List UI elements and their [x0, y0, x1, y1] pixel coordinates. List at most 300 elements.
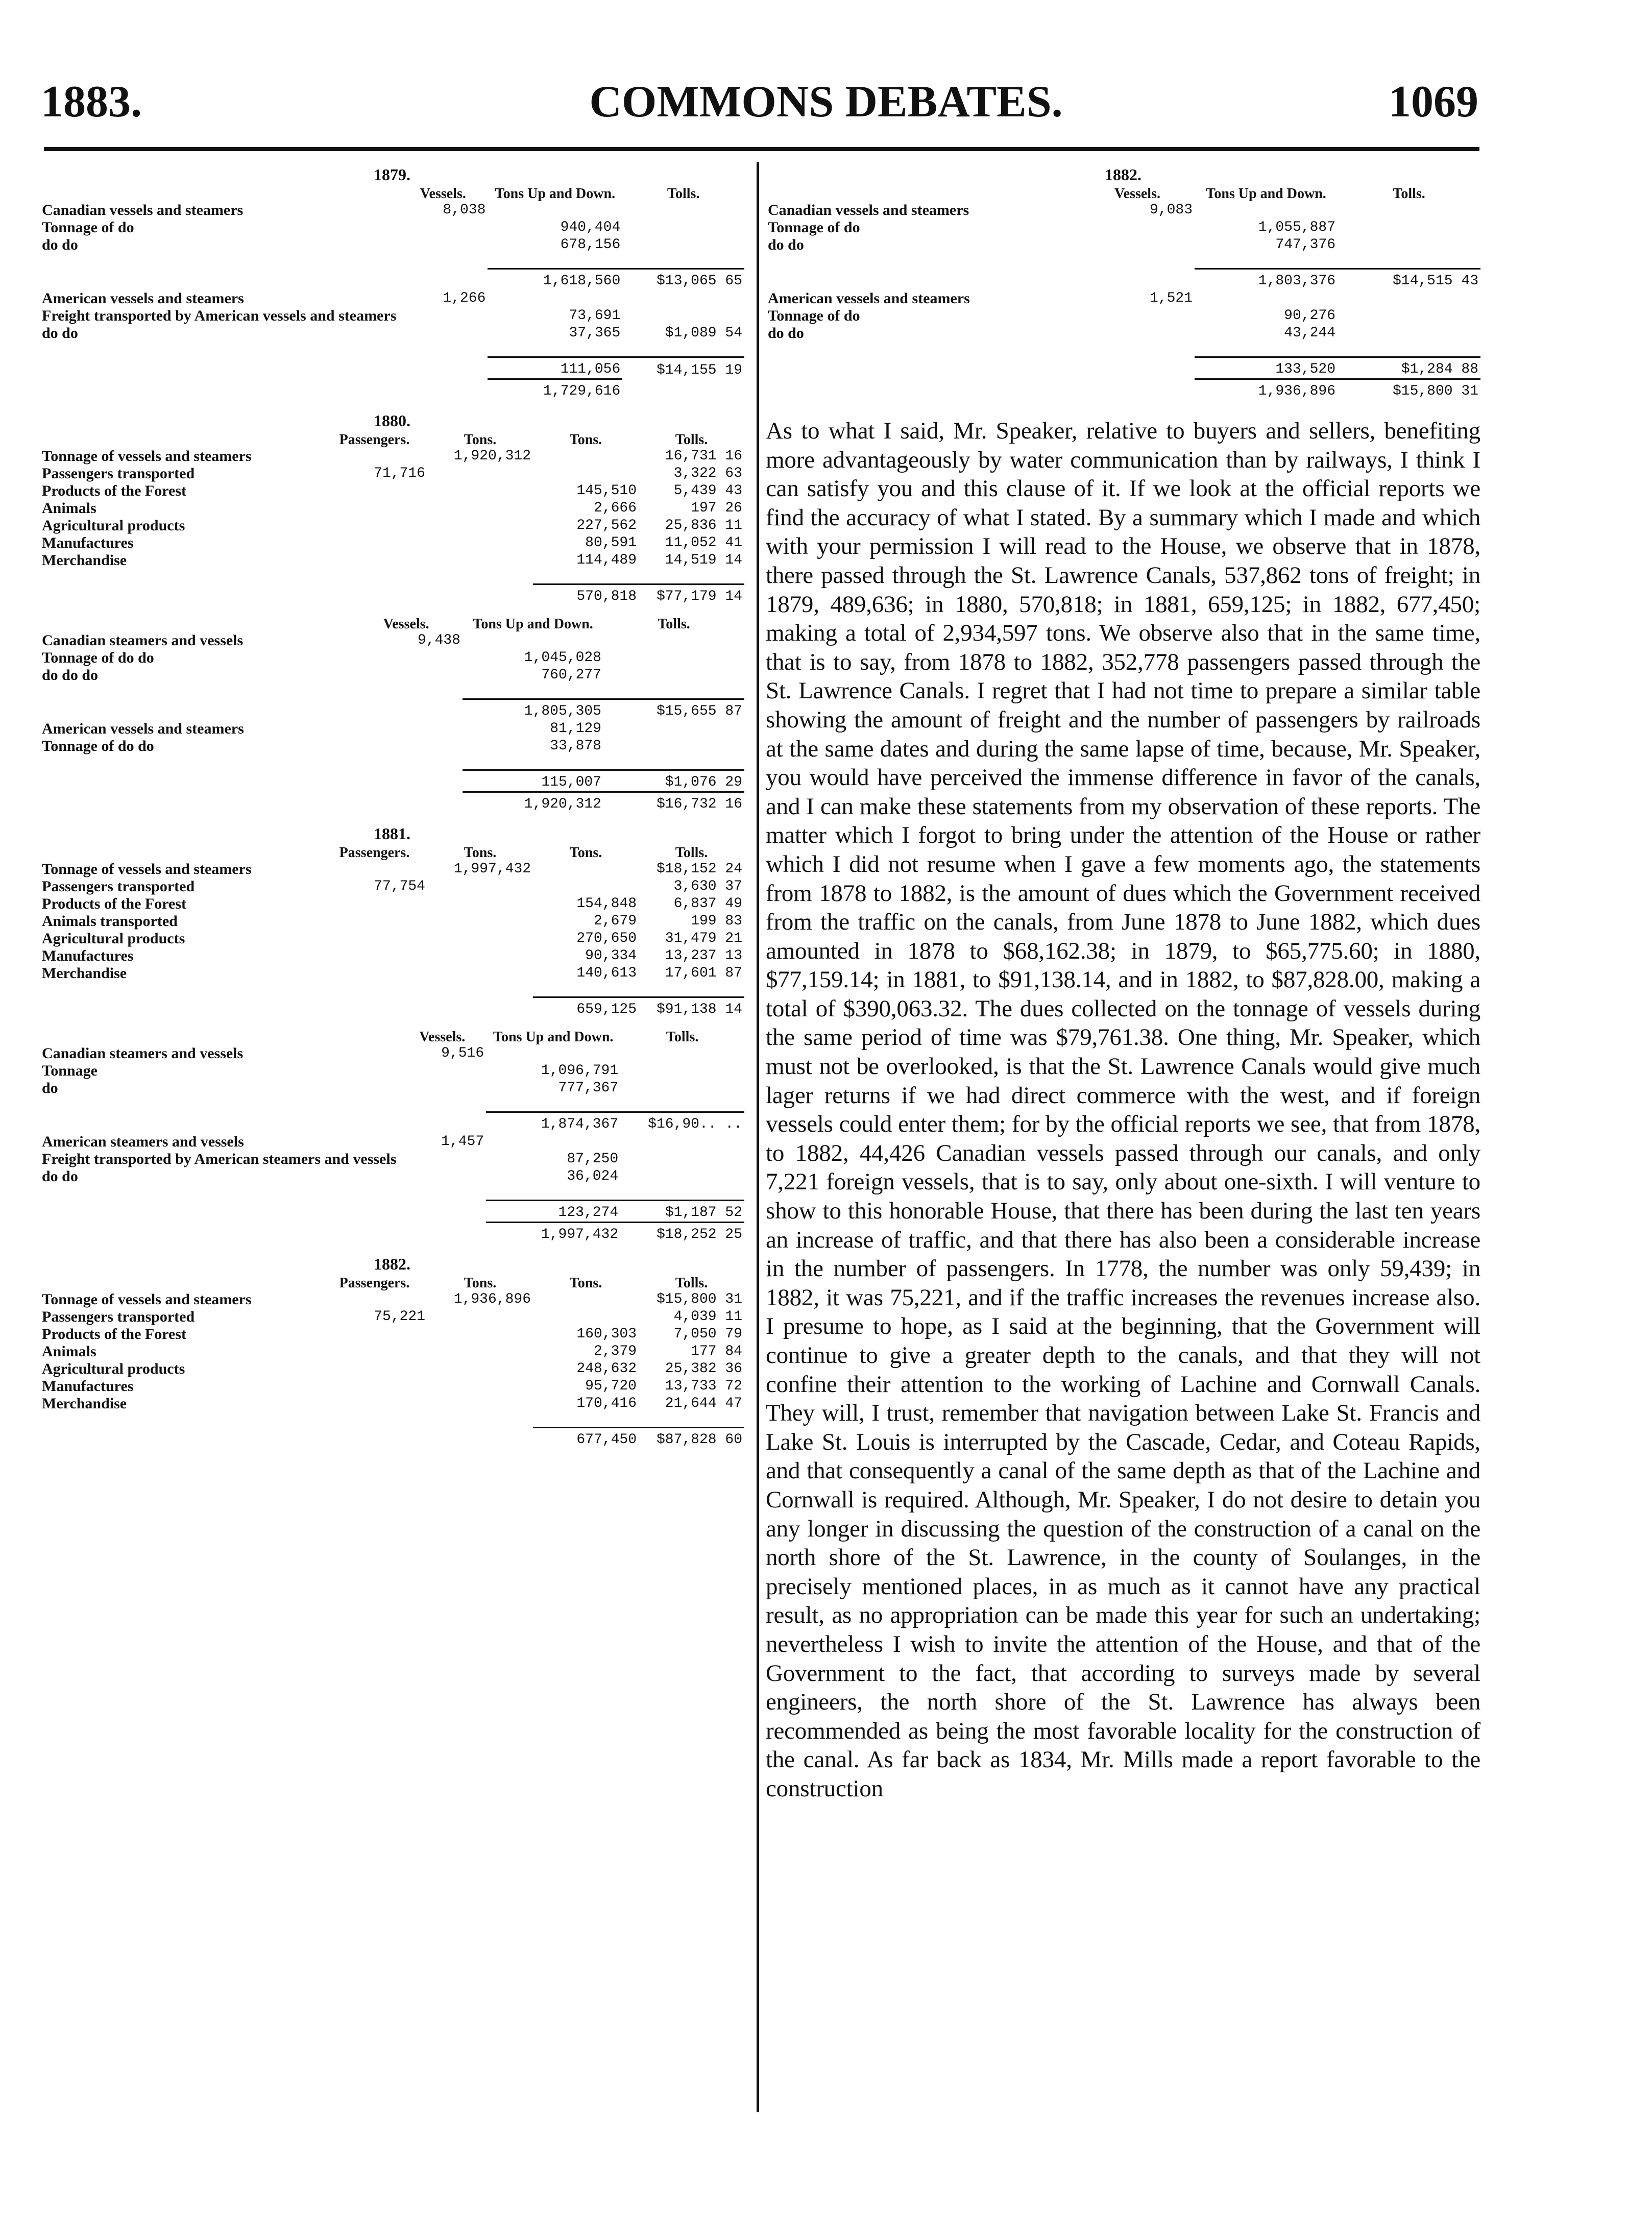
table-cell: 1,805,305 — [463, 699, 603, 721]
row-label — [40, 1112, 398, 1134]
table-cell: 114,489 — [576, 552, 637, 568]
table-cell — [603, 649, 744, 667]
row-label: Canadian vessels and steamers — [768, 202, 969, 218]
header-blank — [40, 1276, 322, 1291]
row-label: Tonnage — [42, 1062, 98, 1079]
table-cell — [427, 1395, 533, 1412]
table-cell: 6,837 49 — [673, 896, 742, 912]
table-cell — [427, 947, 533, 965]
table-row — [40, 465, 744, 482]
table-cell: 13,237 13 — [665, 948, 742, 964]
row-label — [40, 792, 350, 814]
table-cell — [322, 1326, 427, 1343]
table-cell — [322, 482, 427, 500]
row-gap — [40, 569, 744, 584]
right-table-slot — [766, 165, 1480, 400]
table-cell: $16,732 16 — [603, 792, 744, 814]
row-gap — [40, 755, 744, 770]
row-label: Tonnage of do — [768, 219, 860, 236]
table-cell: $14,155 19 — [622, 357, 744, 379]
table-cell: 1,266 — [443, 290, 486, 306]
table-row — [40, 1395, 744, 1412]
table-cell: 90,334 — [585, 948, 637, 964]
table-cell: 75,221 — [374, 1309, 425, 1325]
row-label — [766, 269, 1080, 290]
total-row — [40, 1428, 744, 1449]
table-cell: 1,936,896 — [1195, 379, 1338, 401]
table-cell: 140,613 — [576, 965, 637, 981]
table-row — [766, 236, 1480, 254]
header-title: COMMONS DEBATES. — [589, 77, 1063, 127]
column-header: Passengers. — [339, 432, 410, 448]
table-cell: 11,052 41 — [665, 535, 742, 551]
table-cell — [533, 465, 639, 482]
column-header: Tons. — [569, 1275, 602, 1291]
column-header: Tolls. — [675, 845, 708, 861]
table-cell — [350, 649, 463, 667]
header-blank — [766, 186, 1080, 202]
table-cell: $91,138 14 — [639, 997, 744, 1019]
table-header-row — [40, 432, 744, 448]
column-header: Tons. — [464, 845, 497, 861]
table-row — [40, 500, 744, 517]
table-cell: $13,065 65 — [622, 269, 744, 290]
toll-table-block — [40, 411, 744, 605]
toll-table-block — [40, 617, 744, 813]
left-column — [40, 158, 744, 1460]
table-cell — [322, 1291, 427, 1308]
table-cell — [427, 1360, 533, 1378]
row-label: Products of the Forest — [42, 482, 187, 499]
table-cell: 1,096,791 — [541, 1063, 619, 1079]
table-cell: 170,416 — [576, 1396, 637, 1411]
column-header: Tons. — [464, 432, 497, 448]
table-cell — [322, 913, 427, 930]
table-cell: 1,997,432 — [486, 1223, 620, 1244]
row-label: American vessels and steamers — [42, 720, 244, 737]
column-header: Vessels. — [383, 616, 429, 632]
table-cell — [427, 482, 533, 500]
table-cell — [427, 517, 533, 534]
table-cell: 17,601 87 — [665, 965, 742, 981]
table-cell — [398, 1062, 486, 1080]
table-cell: 8,038 — [443, 202, 486, 218]
table-cell: 940,404 — [560, 219, 621, 235]
column-header: Tolls. — [675, 432, 708, 448]
row-label — [40, 1223, 398, 1244]
column-header: Tolls. — [1393, 186, 1425, 202]
table-cell: 747,376 — [1275, 237, 1335, 253]
table-cell — [1080, 325, 1195, 342]
table-cell: 13,733 72 — [665, 1378, 742, 1394]
table-cell: $77,179 14 — [639, 584, 744, 606]
table-cell: 1,045,028 — [524, 650, 601, 666]
table-row — [40, 1308, 744, 1326]
row-label: do do — [768, 236, 804, 253]
table-cell — [322, 965, 427, 982]
row-label — [40, 584, 322, 606]
table-cell — [620, 1045, 744, 1062]
table-cell — [427, 465, 533, 482]
table-header-row — [40, 617, 744, 632]
table-cell — [322, 895, 427, 913]
table-row — [40, 1045, 744, 1062]
table-cell — [533, 1308, 639, 1326]
table-cell: 1,521 — [1149, 290, 1193, 306]
table-cell: 9,516 — [441, 1045, 484, 1061]
row-label: American vessels and steamers — [42, 290, 244, 307]
table-cell — [322, 584, 427, 606]
table-cell: 4,039 11 — [673, 1309, 742, 1325]
column-header: Tolls. — [667, 186, 700, 202]
table-row — [40, 1360, 744, 1378]
table-cell: 2,666 — [593, 500, 637, 516]
table-row — [766, 307, 1480, 325]
table-cell — [603, 667, 744, 684]
table-cell — [350, 720, 463, 738]
table-cell — [350, 738, 463, 755]
total-row — [40, 584, 744, 606]
table-cell — [322, 552, 427, 569]
table-cell: 87,250 — [567, 1151, 619, 1167]
table-row — [40, 913, 744, 930]
toll-table — [40, 845, 744, 1018]
table-cell — [427, 1378, 533, 1395]
row-label: Products of the Forest — [42, 895, 187, 912]
table-row — [40, 1133, 744, 1151]
total-row — [766, 269, 1480, 290]
table-cell: 14,519 14 — [665, 552, 742, 568]
column-header: Vessels. — [419, 1029, 466, 1045]
table-cell — [1338, 219, 1480, 236]
column-header: Tolls. — [658, 616, 690, 632]
row-label: Passengers transported — [42, 878, 195, 895]
row-label: Merchandise — [42, 1395, 127, 1412]
table-cell: 71,716 — [374, 466, 425, 481]
table-cell — [620, 1080, 744, 1097]
table-cell — [622, 307, 744, 325]
table-cell — [622, 379, 744, 401]
table-cell: 760,277 — [541, 667, 601, 683]
table-row — [40, 202, 744, 219]
table-cell — [322, 1378, 427, 1395]
table-cell: 677,450 — [533, 1428, 639, 1449]
table-cell: 1,457 — [441, 1134, 484, 1150]
table-cell — [398, 307, 488, 325]
table-cell — [398, 357, 488, 379]
table-cell — [1195, 202, 1338, 219]
table-cell: $15,800 31 — [1338, 379, 1480, 401]
column-header: Tons Up and Down. — [493, 1029, 614, 1045]
table-cell — [486, 1133, 620, 1151]
table-row — [40, 552, 744, 569]
table-cell: $1,089 54 — [665, 325, 742, 341]
table-cell — [427, 1428, 533, 1449]
table-cell: 570,818 — [533, 584, 639, 606]
table-cell: 3,322 63 — [673, 466, 742, 481]
column-header: Tons. — [569, 845, 602, 861]
table-row — [40, 738, 744, 755]
table-row — [40, 861, 744, 878]
table-row — [40, 649, 744, 667]
table-cell — [398, 269, 488, 290]
row-label: do — [42, 1080, 58, 1096]
table-cell: 21,644 47 — [665, 1396, 742, 1411]
table-cell — [1338, 202, 1480, 219]
row-label — [40, 357, 398, 379]
row-label: Agricultural products — [42, 1360, 185, 1377]
row-label — [766, 357, 1080, 379]
table-row — [766, 325, 1480, 342]
column-header: Passengers. — [339, 1275, 410, 1291]
row-label: Tonnage of vessels and steamers — [42, 448, 252, 465]
table-cell — [622, 236, 744, 254]
table-cell — [427, 930, 533, 947]
table-header-row — [40, 186, 744, 202]
header-rule — [44, 147, 1479, 151]
total-row — [40, 1223, 744, 1244]
table-row — [40, 325, 744, 342]
table-cell: $1,076 29 — [603, 770, 744, 792]
table-cell: 9,438 — [417, 632, 460, 648]
table-cell — [350, 792, 463, 814]
toll-table-block — [766, 165, 1480, 400]
table-row — [766, 219, 1480, 236]
table-cell: 77,754 — [374, 879, 425, 894]
table-cell — [1338, 325, 1480, 342]
column-header: Tons Up and Down. — [473, 616, 593, 632]
row-label: do do — [42, 236, 78, 253]
row-label: Tonnage of vessels and steamers — [42, 861, 252, 877]
column-header: Tons Up and Down. — [495, 186, 616, 202]
total-row — [40, 379, 744, 401]
table-cell — [398, 1112, 486, 1134]
table-cell: 1,618,560 — [488, 269, 622, 290]
row-label: do do do — [42, 667, 99, 684]
total-row — [40, 997, 744, 1019]
table-cell — [533, 878, 639, 895]
row-label — [40, 997, 322, 1019]
table-cell: 7,050 79 — [673, 1326, 742, 1342]
table-row — [40, 878, 744, 895]
table-cell — [1080, 219, 1195, 236]
table-cell: 43,244 — [1284, 325, 1335, 341]
table-cell — [398, 1223, 486, 1244]
table-cell — [398, 236, 488, 254]
table-cell — [427, 1308, 533, 1326]
table-cell: 1,874,367 — [486, 1112, 620, 1134]
row-label: Merchandise — [42, 552, 127, 569]
row-label: Agricultural products — [42, 517, 185, 534]
toll-table-block — [40, 1030, 744, 1243]
body-paragraph: As to what I said, Mr. Speaker, relative to buyers and sellers, benefiting more advantageously by water communication than by railways, I think I can satisfy you and this clause of it. If we look at the official reports we find the accuracy of what I stated. By a summary which I made and which with your permission I will read to the House, we observe that in 1878, there passed through the St. Lawrence Canals, 537,862 tons of freight; in 1879, 489,636; in 1880, 570,818; in 1881, 659,125; in 1882, 677,450; making a total of 2,934,597 tons. We observe also that in the same time, that is to say, from 1878 to 1882, 352,778 passengers passed through the St. Lawrence Canals. I regret that I had not time to prepare a similar table showing the amount of freight and the number of passengers by railroads at the same dates and during the same lapse of time, because, Mr. Speaker, you would have perceived the immense difference in favor of the canals, and I can make these statements from my observation of these reports. The matter which I forgot to bring under the attention of the House or rather which I did not resume when I gave a few moments ago, the statements from 1878 to 1882, is the amount of dues which the Government received from the traffic on the canals, from June 1878 to June 1882, which dues amounted in 1878 to $68,162.38; in 1879, to $65,775.60; in 1880, $77,159.14; in 1881, to $91,138.14, and in 1882, to $87,828.00, making a total of $390,063.32. The dues collected on the tonnage of vessels during the same period of time was $79,761.38. One thing, Mr. Speaker, which must not be overlooked, is that the St. Lawrence Canals would give much lager returns if we had direct commerce with the west, and if foreign vessels could enter them; for by the official reports we see, that from 1878, to 1882, 44,426 Canadian vessels passed through our canals, and only 7,221 foreign vessels, that is to say, only about one-sixth. I will venture to show to this honorable House, that there has been during the last ten years an increase of traffic, and that there has also been a considerable increase in the number of passengers. In 1778, the number was only 59,439; in 1882, it was 75,221, and if the traffic increases the revenues increase also. I presume to hope, as I said at the beginning, that the Government will continue to give a greater depth to the canals, and that they will not confine their attention to the working of Lachine and Cornwall Canals. They will, I trust, remember that navigation between Lake St. Francis and Lake St. Louis is interrupted by the Cascade, Cedar, and Coteau Rapids, and that consequently a canal of the same depth as that of the Lachine and Cornwall is required. Although, Mr. Speaker, I do not desire to detain you any longer in discussing the question of the construction of a canal on the north shore of the St. Lawrence, in the county of Soulanges, in the precisely mentioned places, in as much as it cannot have any practical result, as no appropriation can be made this year for such an undertaking; nevertheless I wish to invite the attention of the House, and that of the Government to the fact, that according to surveys made by several engineers, the north shore of the St. Lawrence has always been recommended as being the most favorable locality for the construction of the canal. As far back as 1834, Mr. Mills made a report favorable to the construction — [766, 418, 1480, 1802]
table-row — [40, 1378, 744, 1395]
table-cell: $87,828 60 — [639, 1428, 744, 1449]
header-year: 1883. — [41, 77, 142, 127]
row-gap — [766, 342, 1480, 357]
table-cell — [427, 997, 533, 1019]
row-label: Passengers transported — [42, 465, 195, 482]
table-cell — [1080, 236, 1195, 254]
table-cell: 1,920,312 — [463, 792, 603, 814]
table-cell — [427, 552, 533, 569]
table-cell — [427, 1326, 533, 1343]
row-label: do do — [768, 325, 804, 341]
table-cell: 777,367 — [558, 1080, 619, 1096]
column-header: Tolls. — [675, 1275, 708, 1291]
table-cell: $15,800 31 — [656, 1291, 742, 1307]
table-cell: 160,303 — [576, 1326, 637, 1342]
table-cell — [322, 861, 427, 878]
row-label: Tonnage of do do — [42, 649, 154, 666]
table-cell: 248,632 — [576, 1361, 637, 1377]
row-label: Tonnage of do do — [42, 738, 154, 754]
table-row — [40, 482, 744, 500]
total-row — [40, 1112, 744, 1134]
row-label: Manufactures — [42, 947, 134, 964]
row-label: Merchandise — [42, 965, 127, 982]
table-cell — [322, 448, 427, 465]
table-cell — [322, 930, 427, 947]
table-cell — [398, 1168, 486, 1185]
table-cell — [322, 1360, 427, 1378]
row-label: Agricultural products — [42, 930, 185, 947]
column-divider — [757, 162, 759, 2112]
toll-table — [40, 186, 744, 400]
row-label: Manufactures — [42, 534, 134, 551]
row-label — [40, 379, 398, 401]
table-cell — [427, 878, 533, 895]
table-cell: $1,284 88 — [1338, 357, 1480, 379]
table-cell: 25,836 11 — [665, 518, 742, 533]
total-row — [40, 1201, 744, 1223]
table-cell: $18,252 25 — [620, 1223, 744, 1244]
toll-table — [40, 1030, 744, 1243]
table-cell — [322, 1343, 427, 1360]
table-cell — [622, 219, 744, 236]
table-cell — [350, 667, 463, 684]
table-row — [40, 236, 744, 254]
table-cell — [427, 965, 533, 982]
column-header: Tons. — [464, 1275, 497, 1291]
table-cell: $18,152 24 — [656, 861, 742, 877]
table-cell: 1,055,887 — [1258, 219, 1335, 235]
table-cell: $16,90.. .. — [620, 1112, 744, 1134]
row-label: do do — [42, 1168, 78, 1185]
row-label: Canadian vessels and steamers — [42, 202, 244, 218]
row-label: Canadian steamers and vessels — [42, 1045, 244, 1062]
row-label: Tonnage of do — [768, 307, 860, 324]
table-cell — [1338, 236, 1480, 254]
row-label: Animals — [42, 1343, 96, 1360]
toll-table — [40, 617, 744, 813]
table-cell — [1080, 269, 1195, 290]
table-cell: $15,655 87 — [603, 699, 744, 721]
table-row — [766, 290, 1480, 307]
page-header — [0, 77, 1652, 138]
table-cell — [533, 861, 639, 878]
table-cell — [398, 325, 488, 342]
header-blank — [40, 432, 322, 448]
row-label: American vessels and steamers — [768, 290, 970, 307]
table-row — [40, 1080, 744, 1097]
table-cell: 227,562 — [576, 518, 637, 533]
row-label: Products of the Forest — [42, 1326, 187, 1343]
total-row — [766, 379, 1480, 401]
row-gap — [40, 254, 744, 269]
row-label: Passengers transported — [42, 1308, 195, 1325]
row-label: Freight transported by American vessels and steamers — [42, 307, 397, 324]
table-cell — [322, 947, 427, 965]
table-header-row — [40, 845, 744, 861]
table-cell — [322, 517, 427, 534]
table-cell — [622, 290, 744, 307]
total-row — [766, 357, 1480, 379]
table-cell — [427, 895, 533, 913]
row-gap — [40, 1412, 744, 1428]
table-cell — [1338, 290, 1480, 307]
row-gap — [40, 1185, 744, 1201]
total-row — [40, 699, 744, 721]
table-cell — [1195, 290, 1338, 307]
table-cell: 1,936,896 — [453, 1291, 531, 1307]
table-row — [40, 1168, 744, 1185]
table-row — [40, 1062, 744, 1080]
table-year: 1879. — [374, 165, 410, 184]
row-label — [40, 699, 350, 721]
table-row — [40, 219, 744, 236]
total-row — [40, 770, 744, 792]
table-cell: 9,083 — [1149, 202, 1193, 218]
row-label — [766, 379, 1080, 401]
table-row — [40, 965, 744, 982]
toll-table-block — [40, 1255, 744, 1449]
table-cell — [486, 1045, 620, 1062]
table-cell: 37,365 — [569, 325, 621, 341]
table-cell — [488, 202, 622, 219]
row-label: Animals transported — [42, 913, 178, 930]
table-cell: 3,630 37 — [673, 879, 742, 894]
column-header: Tolls. — [666, 1029, 699, 1045]
column-header: Passengers. — [339, 845, 410, 861]
table-cell — [427, 584, 533, 606]
row-label: Manufactures — [42, 1378, 134, 1395]
row-label: Animals — [42, 500, 96, 517]
table-cell: 115,007 — [463, 770, 603, 792]
table-cell: 95,720 — [585, 1378, 637, 1394]
row-gap — [40, 982, 744, 997]
row-label: American steamers and vessels — [42, 1133, 244, 1150]
table-row — [766, 202, 1480, 219]
table-row — [40, 534, 744, 552]
table-year: 1882. — [1105, 165, 1141, 184]
table-year: 1880. — [374, 411, 410, 430]
table-cell — [603, 720, 744, 738]
table-cell: 81,129 — [550, 721, 601, 737]
toll-table — [40, 432, 744, 605]
toll-table — [40, 1276, 744, 1449]
table-cell — [350, 699, 463, 721]
table-year: 1881. — [374, 824, 410, 843]
row-label: Tonnage of vessels and steamers — [42, 1291, 252, 1308]
table-row — [40, 1326, 744, 1343]
table-cell: 90,276 — [1284, 308, 1335, 324]
table-cell: 1,997,432 — [453, 861, 531, 877]
table-cell: 16,731 16 — [665, 448, 742, 464]
table-cell — [398, 379, 488, 401]
table-cell — [603, 738, 744, 755]
table-row — [40, 517, 744, 534]
